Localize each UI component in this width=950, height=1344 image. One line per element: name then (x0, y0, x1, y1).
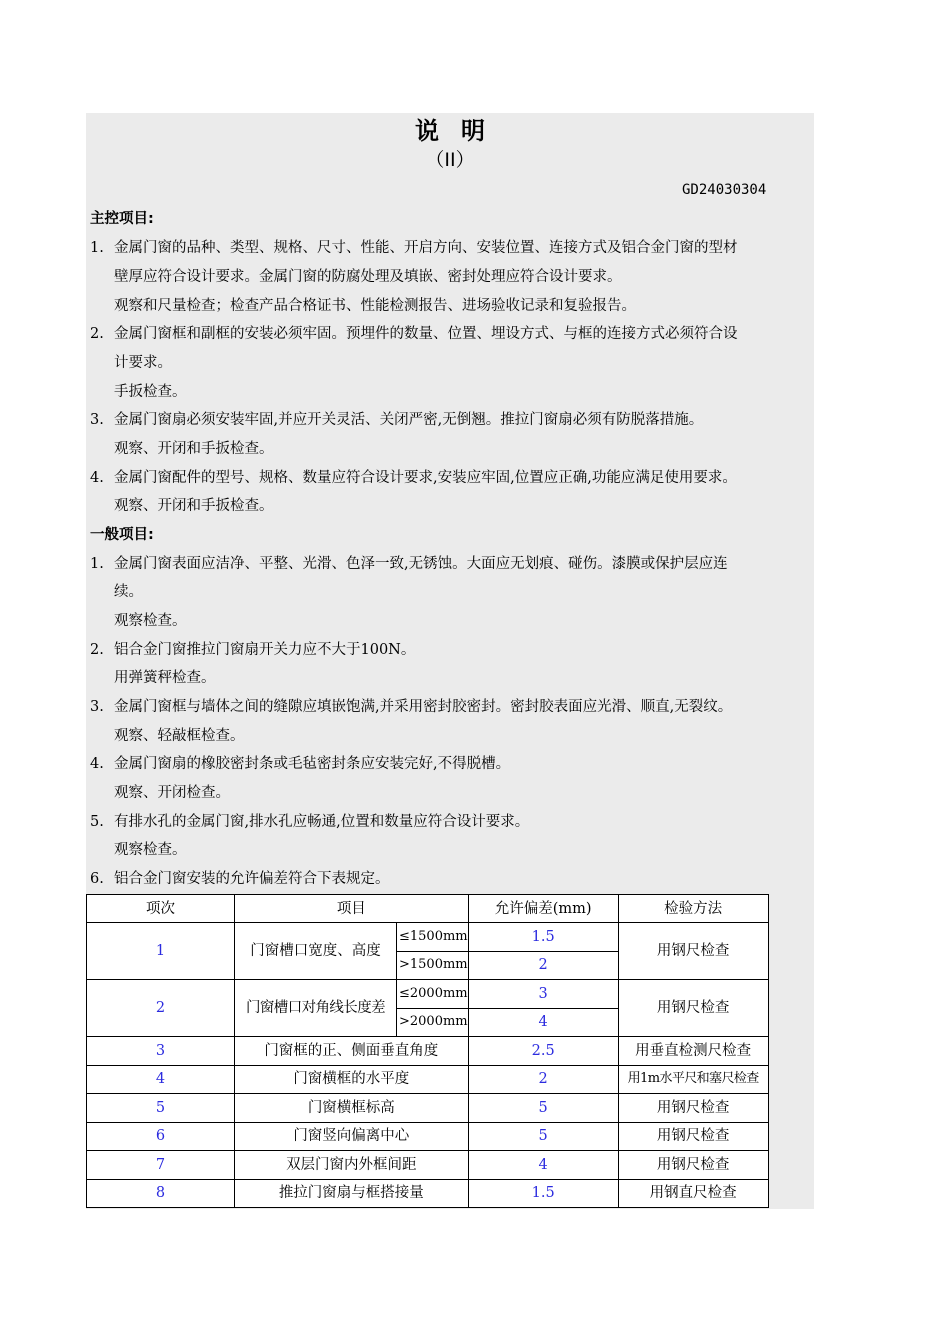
table-row (87, 1094, 769, 1123)
list-item-number: 5. (90, 814, 104, 830)
row-tolerance: 1.5 (468, 1179, 618, 1208)
row-item: 门窗槽口对角线长度差 (235, 980, 397, 1037)
row-method: 用钢尺检查 (618, 980, 768, 1037)
list-item-text: 金属门窗框与墙体之间的缝隙应填嵌饱满,并采用密封胶密封。密封胶表面应光滑、顺直,无裂纹。 (114, 699, 733, 715)
page-subtitle: （II） (425, 149, 475, 171)
list-item-text: 铝合金门窗安装的允许偏差符合下表规定。 (114, 871, 390, 887)
list-item-text: 观察、开闭和手扳检查。 (114, 498, 274, 514)
row-item: 门窗框的正、侧面垂直角度 (235, 1037, 469, 1066)
row-method: 用钢尺检查 (618, 1151, 768, 1180)
list-item-text: 观察、开闭和手扳检查。 (114, 441, 274, 457)
table-row (87, 980, 769, 1009)
list-item-number: 3. (90, 699, 104, 715)
row-method: 用钢尺检查 (618, 923, 768, 980)
list-item-text: 续。 (114, 584, 143, 600)
row-tolerance: 1.5 (468, 923, 618, 952)
row-item: 门窗槽口宽度、高度 (235, 923, 397, 980)
row-sub-item: ≤2000mm (397, 980, 469, 1009)
row-number: 6 (87, 1122, 235, 1151)
list-item-number: 4. (90, 470, 104, 486)
document-code: GD24030304 (682, 182, 767, 198)
list-item-text: 观察和尺量检查；检查产品合格证书、性能检测报告、进场验收记录和复验报告。 (114, 298, 636, 314)
row-tolerance: 2 (468, 951, 618, 980)
row-number: 7 (87, 1151, 235, 1180)
row-item: 推拉门窗扇与框搭接量 (235, 1179, 469, 1208)
row-number: 5 (87, 1094, 235, 1123)
row-tolerance: 2.5 (468, 1037, 618, 1066)
list-item-number: 3. (90, 412, 104, 428)
list-item-text: 金属门窗表面应洁净、平整、光滑、色泽一致,无锈蚀。大面应无划痕、碰伤。漆膜或保护层应连 (114, 556, 728, 572)
tolerance-table (86, 894, 769, 1208)
row-method: 用钢直尺检查 (618, 1179, 768, 1208)
list-item-text: 观察检查。 (114, 842, 187, 858)
table-row (87, 1122, 769, 1151)
list-item-number: 2. (90, 642, 104, 658)
header-cell-method: 检验方法 (618, 895, 768, 923)
row-method: 用钢尺检查 (618, 1094, 768, 1123)
list-item-text: 铝合金门窗推拉门窗扇开关力应不大于100N。 (114, 642, 416, 658)
table-row (87, 1037, 769, 1066)
list-item-number: 6. (90, 871, 104, 887)
row-number: 2 (87, 980, 235, 1037)
row-number: 3 (87, 1037, 235, 1066)
row-tolerance: 3 (468, 980, 618, 1009)
header-cell-tolerance: 允许偏差(mm) (468, 895, 618, 923)
table-row (87, 923, 769, 952)
row-sub-item: ≤1500mm (397, 923, 469, 952)
list-item-text: 金属门窗的品种、类型、规格、尺寸、性能、开启方向、安装位置、连接方式及铝合金门窗的型材 (114, 240, 738, 256)
row-number: 4 (87, 1065, 235, 1094)
table-row (87, 1065, 769, 1094)
list-item-number: 1. (90, 240, 104, 256)
row-tolerance: 4 (468, 1151, 618, 1180)
table-header-row (87, 895, 769, 923)
row-number: 8 (87, 1179, 235, 1208)
row-method: 用垂直检测尺检查 (618, 1037, 768, 1066)
row-item: 门窗竖向偏离中心 (235, 1122, 469, 1151)
list-item-text: 金属门窗扇必须安装牢固,并应开关灵活、关闭严密,无倒翘。推拉门窗扇必须有防脱落措施。 (114, 412, 704, 428)
row-tolerance: 2 (468, 1065, 618, 1094)
main-items-heading: 主控项目: (90, 211, 154, 227)
list-item-number: 4. (90, 756, 104, 772)
table-row (87, 1179, 769, 1208)
list-item-text: 用弹簧秤检查。 (114, 670, 216, 686)
list-item-text: 金属门窗配件的型号、规格、数量应符合设计要求,安装应牢固,位置应正确,功能应满足使用要求。 (114, 470, 737, 486)
row-item: 门窗横框标高 (235, 1094, 469, 1123)
general-items-heading: 一般项目: (90, 527, 154, 543)
row-method: 用1m水平尺和塞尺检查 (618, 1065, 768, 1094)
list-item-text: 计要求。 (114, 355, 172, 371)
list-item-number: 1. (90, 556, 104, 572)
row-method: 用钢尺检查 (618, 1122, 768, 1151)
header-cell-no: 项次 (87, 895, 235, 923)
list-item-text: 金属门窗框和副框的安装必须牢固。预埋件的数量、位置、埋设方式、与框的连接方式必须符合设 (114, 326, 738, 342)
list-item-text: 观察、开闭检查。 (114, 785, 230, 801)
page-title: 说明 (415, 117, 507, 145)
table-row (87, 1151, 769, 1180)
row-item: 门窗横框的水平度 (235, 1065, 469, 1094)
row-number: 1 (87, 923, 235, 980)
row-tolerance: 5 (468, 1122, 618, 1151)
row-tolerance: 4 (468, 1008, 618, 1037)
list-item-text: 壁厚应符合设计要求。金属门窗的防腐处理及填嵌、密封处理应符合设计要求。 (114, 269, 622, 285)
header-cell-item: 项目 (235, 895, 469, 923)
list-item-number: 2. (90, 326, 104, 342)
row-sub-item: >2000mm (397, 1008, 469, 1037)
row-tolerance: 5 (468, 1094, 618, 1123)
list-item-text: 观察、轻敲框检查。 (114, 728, 245, 744)
list-item-text: 手扳检查。 (114, 384, 187, 400)
row-sub-item: >1500mm (397, 951, 469, 980)
list-item-text: 有排水孔的金属门窗,排水孔应畅通,位置和数量应符合设计要求。 (114, 814, 530, 830)
list-item-text: 观察检查。 (114, 613, 187, 629)
list-item-text: 金属门窗扇的橡胶密封条或毛毡密封条应安装完好,不得脱槽。 (114, 756, 511, 772)
row-item: 双层门窗内外框间距 (235, 1151, 469, 1180)
